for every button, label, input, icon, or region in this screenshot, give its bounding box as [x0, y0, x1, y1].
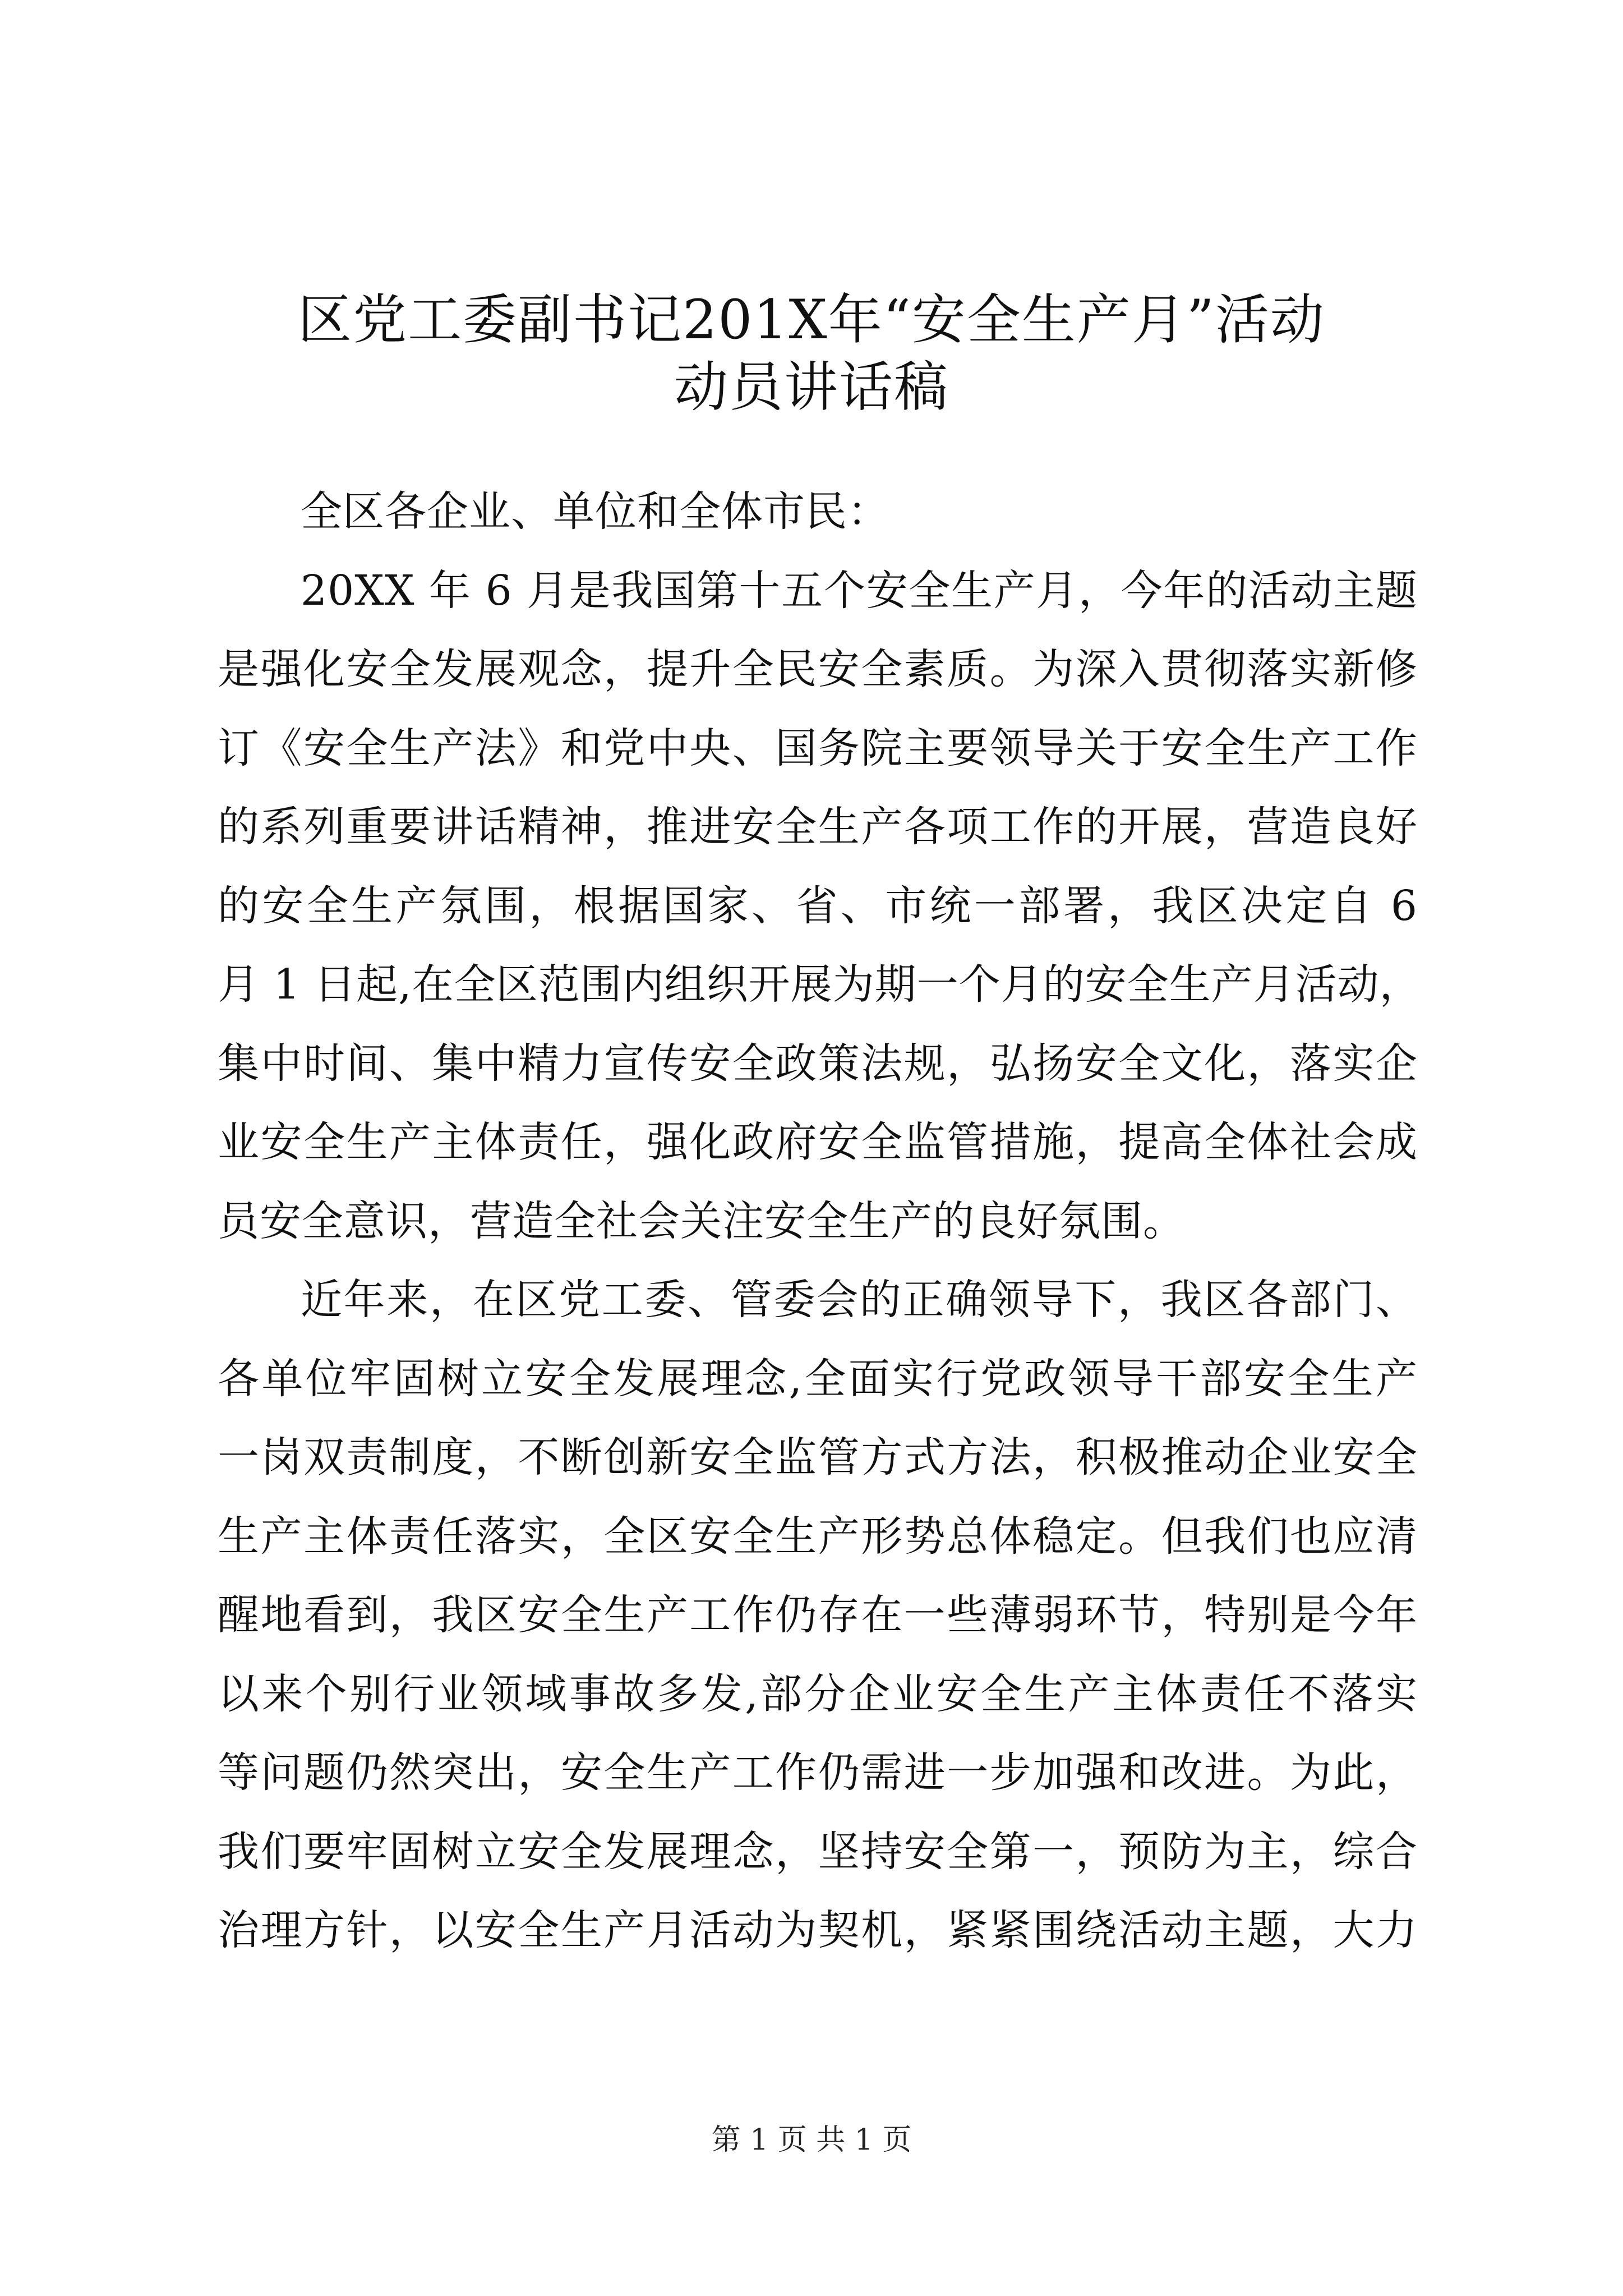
title-line-2: 动员讲话稿: [674, 356, 949, 418]
paragraph-2-line: 醒地看到，我区安全生产工作仍存在一些薄弱环节，特别是今年: [218, 1591, 1418, 1639]
document-body: [218, 472, 1422, 1970]
paragraph-1-line: 20XX 年 6 月是我国第十五个安全生产月，今年的活动主题: [301, 566, 1418, 615]
paragraph-1-line: 的安全生产氛围，根据国家、省、市统一部署，我区决定自 6: [218, 881, 1418, 930]
salutation: 全区各企业、单位和全体市民：: [301, 487, 889, 536]
paragraph-2-line: 各单位牢固树立安全发展理念,全面实行党政领导干部安全生产: [218, 1354, 1418, 1403]
paragraph-1-line: 订《安全生产法》和党中央、国务院主要领导关于安全生产工作: [218, 724, 1418, 772]
page-footer: 第 1 页 共 1 页: [711, 2123, 912, 2157]
paragraph-2-line: 等问题仍然突出，安全生产工作仍需进一步加强和改进。为此，: [218, 1749, 1418, 1797]
paragraph-2-line: 近年来，在区党工委、管委会的正确领导下，我区各部门、: [301, 1276, 1418, 1324]
paragraph-2-line: 我们要牢固树立安全发展理念，坚持安全第一，预防为主，综合: [218, 1827, 1418, 1876]
paragraph-1-line: 业安全生产主体责任，强化政府安全监管措施，提高全体社会成: [218, 1118, 1418, 1166]
paragraph-2-line: 治理方针，以安全生产月活动为契机，紧紧围绕活动主题，大力: [218, 1906, 1418, 1954]
paragraph-1-line: 的系列重要讲话精神，推进安全生产各项工作的开展，营造良好: [218, 803, 1418, 851]
paragraph-1-line: 月 1 日起,在全区范围内组织开展为期一个月的安全生产月活动，: [218, 960, 1422, 1009]
title-line-1: 区党工委副书记201X年“安全生产月”活动: [298, 288, 1325, 351]
paragraph-2-line: 以来个别行业领域事故多发,部分企业安全生产主体责任不落实: [218, 1669, 1418, 1718]
paragraph-2-line: 生产主体责任落实，全区安全生产形势总体稳定。但我们也应清: [218, 1512, 1418, 1561]
paragraph-1-line: 是强化安全发展观念，提升全民安全素质。为深入贯彻落实新修: [218, 645, 1418, 693]
paragraph-1-line: 员安全意识，营造全社会关注安全生产的良好氛围。: [218, 1197, 1185, 1245]
document-title: [191, 286, 1432, 421]
paragraph-2-line: 一岗双责制度，不断创新安全监管方式方法，积极推动企业安全: [218, 1433, 1418, 1481]
paragraph-1-line: 集中时间、集中精力宣传安全政策法规，弘扬安全文化，落实企: [218, 1039, 1418, 1088]
